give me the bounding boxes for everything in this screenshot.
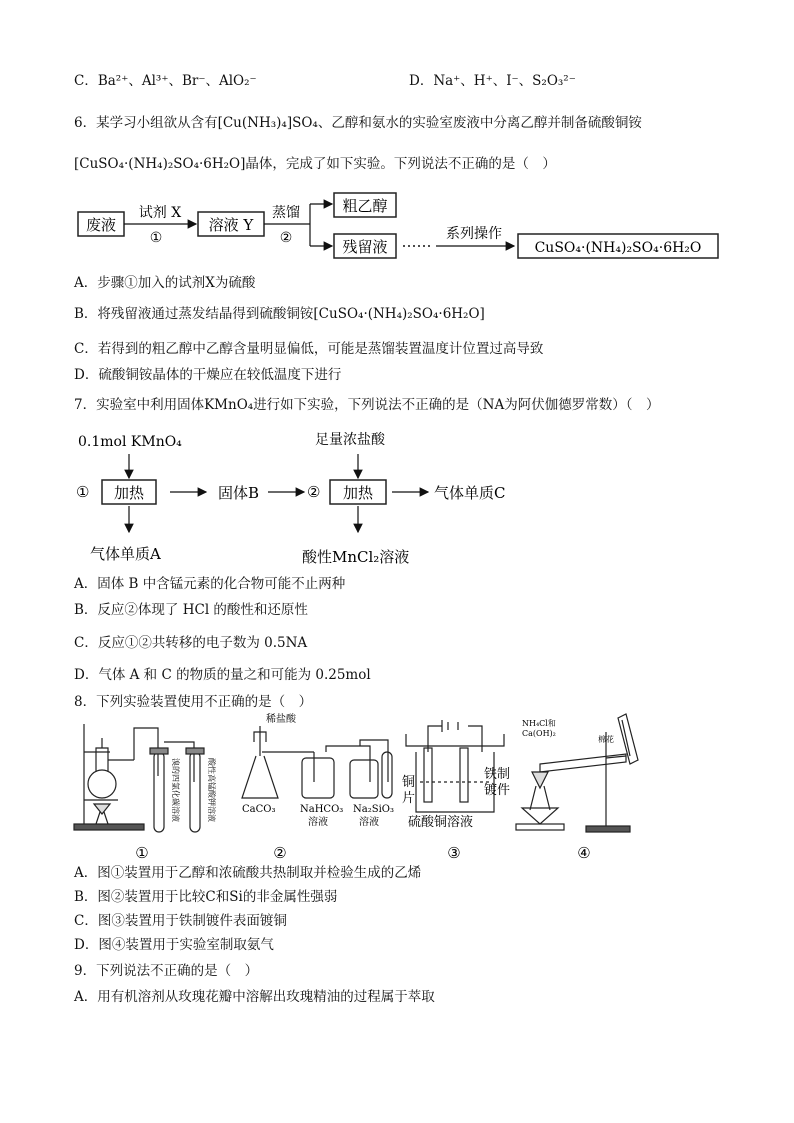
gas-a-label: 气体单质A [90,545,161,563]
fig3-apparatus [406,720,504,812]
distill-label: 蒸馏 [272,205,300,221]
mncl2-label: 酸性MnCl₂溶液 [302,548,410,566]
step2-label: ② [279,230,293,246]
fig4-number: ④ [577,844,591,862]
q6-stem-line1: 6．某学习小组欲从含有[Cu(NH₃)₄]SO₄、乙醇和氨水的实验室废液中分离乙醇并制备硫酸铜铵 [74,115,642,131]
fig3-number: ③ [447,844,461,862]
fig3-iron-label: 铁制 [484,767,511,782]
heat1-label: 加热 [113,484,145,502]
q7-flowchart [70,424,530,574]
q8-option-c: C．图③装置用于铁制镀件表面镀铜 [74,913,287,929]
fig2-na2sio3-label: Na₂SiO₃ [353,804,394,815]
gas-c-label: 气体单质C [434,484,506,502]
series-ops-label: 系列操作 [446,226,502,242]
q9-stem: 9．下列说法不正确的是（ ） [74,963,259,979]
fig2-nahco3-sol: 溶液 [308,817,328,828]
q9-option-a: A．用有机溶剂从玫瑰花瓣中溶解出玫瑰精油的过程属于萃取 [74,989,435,1005]
step1-label: ① [149,230,163,246]
reaction1-num: ① [76,483,90,501]
q6-flowchart [70,190,730,264]
q8-apparatus-figures [70,712,650,864]
q6-option-c: C．若得到的粗乙醇中乙醇含量明显偏低，可能是蒸馏装置温度计位置过高导致 [74,341,544,357]
fig2-apparatus [242,726,392,798]
fig4-reagent-label2: Ca(OH)₂ [522,729,556,738]
residue-label: 残留液 [342,238,388,256]
product-label: CuSO₄·(NH₄)₂SO₄·6H₂O [534,240,702,256]
q8-option-b: B．图②装置用于比较C和Si的非金属性强弱 [74,889,338,905]
reaction2-num: ② [307,483,321,501]
q6-stem-line2: [CuSO₄·(NH₄)₂SO₄·6H₂O]晶体，完成了如下实验。下列说法不正确的是（ ） [74,156,556,172]
fig1-number: ① [135,844,149,862]
solution-y-label: 溶液 Y [208,216,254,234]
q8-option-d: D．图④装置用于实验室制取氨气 [74,937,274,953]
hcl-label: 足量浓盐酸 [315,432,385,448]
q7-stem: 7．实验室中利用固体KMnO₄进行如下实验，下列说法不正确的是（NA为阿伏伽德罗常数）（ ） [74,397,660,413]
fig4-cotton-label: 棉花 [598,735,614,744]
fig3-copper-label2: 片 [402,791,416,806]
fig3-copper-label: 铜 [402,775,416,790]
crude-ethanol-label: 粗乙醇 [342,197,388,215]
fig2-acid-label: 稀盐酸 [266,714,296,725]
heat2-label: 加热 [342,484,374,502]
fig4-reagent-label: NH₄Cl和 [522,719,556,728]
q8-stem: 8．下列实验装置使用不正确的是（ ） [74,694,313,710]
fig1-tube1-label: 溴的四氯化碳溶液 [171,758,180,822]
q5-option-d: D．Na⁺、H⁺、I⁻、S₂O₃²⁻ [409,73,576,89]
q7-option-b: B．反应②体现了 HCl 的酸性和还原性 [74,602,308,618]
fig2-caco3-label: CaCO₃ [242,804,276,815]
fig1-apparatus [74,724,204,832]
q6-option-a: A．步骤①加入的试剂X为硫酸 [74,275,256,291]
q7-option-a: A．固体 B 中含锰元素的化合物可能不止两种 [74,576,346,592]
q7-option-d: D．气体 A 和 C 的物质的量之和可能为 0.25mol [74,667,371,683]
reagent-label: 试剂 X [138,205,182,221]
kmno4-label: 0.1mol KMnO₄ [78,434,182,450]
q6-option-b: B．将残留液通过蒸发结晶得到硫酸铜铵[CuSO₄·(NH₄)₂SO₄·6H₂O] [74,306,485,322]
q5-option-c: C．Ba²⁺、Al³⁺、Br⁻、AlO₂⁻ [74,73,257,89]
fig2-number: ② [273,844,287,862]
solid-b-label: 固体B [218,484,260,502]
fig1-tube2-label: 酸性高锰酸钾溶液 [207,758,216,822]
fig3-solution-label: 硫酸铜溶液 [408,815,474,830]
fig2-na2sio3-sol: 溶液 [359,817,379,828]
waste-label: 废液 [85,216,117,234]
fig2-nahco3-label: NaHCO₃ [300,804,344,815]
fig3-iron-label2: 镀件 [484,783,511,798]
q6-option-d: D．硫酸铜铵晶体的干燥应在较低温度下进行 [74,367,342,383]
q7-option-c: C．反应①②共转移的电子数为 0.5NA [74,635,308,651]
q8-option-a: A．图①装置用于乙醇和浓硫酸共热制取并检验生成的乙烯 [74,865,422,881]
